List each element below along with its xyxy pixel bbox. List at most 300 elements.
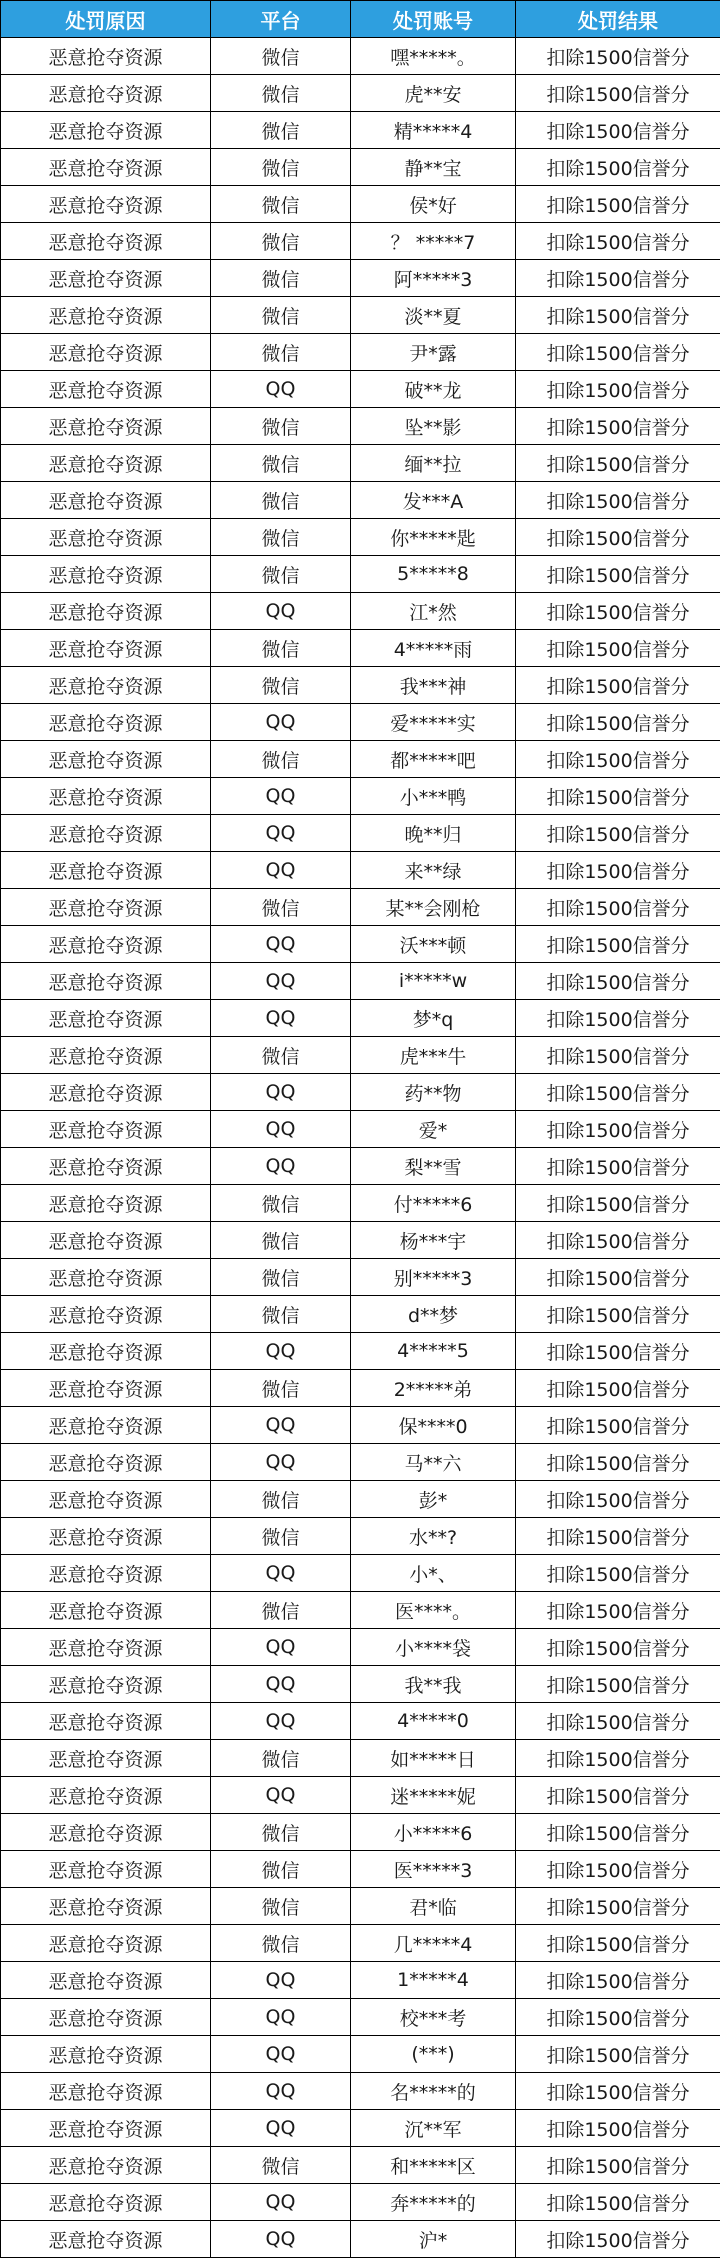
cell-account: 都*****吧 [351,741,516,778]
cell-platform: 微信 [211,149,351,186]
cell-platform: 微信 [211,889,351,926]
table-row [1,2036,720,2073]
cell-account: 虎**安 [351,75,516,112]
cell-result: 扣除1500信誉分 [516,1407,720,1444]
cell-reason: 恶意抢夺资源 [1,1074,211,1111]
header-result: 处罚结果 [516,1,720,38]
header-row [1,1,720,38]
cell-platform: 微信 [211,1740,351,1777]
cell-platform: 微信 [211,260,351,297]
cell-reason: 恶意抢夺资源 [1,2073,211,2110]
cell-account: ？ *****7 [351,223,516,260]
cell-result: 扣除1500信誉分 [516,1111,720,1148]
cell-result: 扣除1500信誉分 [516,482,720,519]
cell-result: 扣除1500信誉分 [516,926,720,963]
cell-account: 5*****8 [351,556,516,593]
cell-reason: 恶意抢夺资源 [1,1407,211,1444]
cell-reason: 恶意抢夺资源 [1,1333,211,1370]
cell-account: 我***神 [351,667,516,704]
cell-result: 扣除1500信誉分 [516,1000,720,1037]
cell-reason: 恶意抢夺资源 [1,778,211,815]
cell-account: 4*****雨 [351,630,516,667]
cell-reason: 恶意抢夺资源 [1,260,211,297]
cell-result: 扣除1500信誉分 [516,1962,720,1999]
cell-platform: QQ [211,1999,351,2036]
cell-platform: 微信 [211,630,351,667]
cell-reason: 恶意抢夺资源 [1,1777,211,1814]
cell-account: 迷*****妮 [351,1777,516,1814]
cell-reason: 恶意抢夺资源 [1,741,211,778]
cell-platform: 微信 [211,519,351,556]
cell-reason: 恶意抢夺资源 [1,2147,211,2184]
table-row [1,1703,720,1740]
cell-platform: QQ [211,2036,351,2073]
cell-platform: 微信 [211,1185,351,1222]
cell-reason: 恶意抢夺资源 [1,223,211,260]
cell-platform: 微信 [211,1370,351,1407]
cell-account: i*****w [351,963,516,1000]
cell-reason: 恶意抢夺资源 [1,38,211,75]
cell-reason: 恶意抢夺资源 [1,1925,211,1962]
table-row [1,2147,720,2184]
table-row [1,1777,720,1814]
cell-platform: 微信 [211,1592,351,1629]
cell-account: 君*临 [351,1888,516,1925]
table-row [1,2110,720,2147]
cell-result: 扣除1500信誉分 [516,149,720,186]
cell-reason: 恶意抢夺资源 [1,1518,211,1555]
cell-platform: QQ [211,1444,351,1481]
cell-result: 扣除1500信誉分 [516,519,720,556]
cell-account: d**梦 [351,1296,516,1333]
cell-result: 扣除1500信誉分 [516,704,720,741]
cell-result: 扣除1500信誉分 [516,1037,720,1074]
cell-platform: QQ [211,2110,351,2147]
cell-reason: 恶意抢夺资源 [1,704,211,741]
table-row [1,1407,720,1444]
table-row [1,1259,720,1296]
cell-reason: 恶意抢夺资源 [1,926,211,963]
cell-account: 侯*好 [351,186,516,223]
cell-reason: 恶意抢夺资源 [1,1814,211,1851]
cell-result: 扣除1500信誉分 [516,593,720,630]
cell-account: 缅**拉 [351,445,516,482]
cell-account: 精*****4 [351,112,516,149]
cell-platform: 微信 [211,1888,351,1925]
cell-reason: 恶意抢夺资源 [1,1888,211,1925]
cell-reason: 恶意抢夺资源 [1,1370,211,1407]
table-row [1,112,720,149]
cell-platform: QQ [211,1703,351,1740]
cell-account: 嘿*****。 [351,38,516,75]
table-row [1,1222,720,1259]
cell-account: 水**? [351,1518,516,1555]
cell-reason: 恶意抢夺资源 [1,112,211,149]
cell-result: 扣除1500信誉分 [516,1777,720,1814]
table-row [1,926,720,963]
cell-reason: 恶意抢夺资源 [1,1999,211,2036]
cell-result: 扣除1500信誉分 [516,445,720,482]
cell-account: 彭* [351,1481,516,1518]
cell-account: 和*****区 [351,2147,516,2184]
cell-platform: QQ [211,2073,351,2110]
cell-reason: 恶意抢夺资源 [1,482,211,519]
table-row [1,667,720,704]
cell-account: 破**龙 [351,371,516,408]
cell-account: 4*****5 [351,1333,516,1370]
cell-result: 扣除1500信誉分 [516,223,720,260]
cell-reason: 恶意抢夺资源 [1,2036,211,2073]
cell-account: 付*****6 [351,1185,516,1222]
table-row [1,1888,720,1925]
cell-platform: QQ [211,926,351,963]
cell-result: 扣除1500信誉分 [516,1703,720,1740]
cell-platform: 微信 [211,408,351,445]
table-row [1,1481,720,1518]
cell-platform: QQ [211,852,351,889]
cell-platform: 微信 [211,1037,351,1074]
cell-platform: 微信 [211,334,351,371]
cell-platform: QQ [211,1629,351,1666]
cell-platform: 微信 [211,667,351,704]
cell-reason: 恶意抢夺资源 [1,1962,211,1999]
cell-account: 小*****6 [351,1814,516,1851]
cell-platform: QQ [211,1555,351,1592]
cell-reason: 恶意抢夺资源 [1,1037,211,1074]
table-row [1,1444,720,1481]
table-row [1,519,720,556]
table-row [1,408,720,445]
cell-reason: 恶意抢夺资源 [1,1000,211,1037]
cell-result: 扣除1500信誉分 [516,1185,720,1222]
cell-platform: 微信 [211,1296,351,1333]
cell-account: 爱* [351,1111,516,1148]
cell-reason: 恶意抢夺资源 [1,1740,211,1777]
table-row [1,1296,720,1333]
table-row [1,593,720,630]
cell-platform: 微信 [211,741,351,778]
cell-account: 小***鸭 [351,778,516,815]
cell-reason: 恶意抢夺资源 [1,1555,211,1592]
cell-account: 你*****匙 [351,519,516,556]
cell-result: 扣除1500信誉分 [516,1296,720,1333]
table-row [1,741,720,778]
table-row [1,2184,720,2221]
cell-platform: QQ [211,2184,351,2221]
cell-reason: 恶意抢夺资源 [1,445,211,482]
cell-account: 马**六 [351,1444,516,1481]
table-row [1,371,720,408]
table-row [1,1740,720,1777]
cell-account: 沉**军 [351,2110,516,2147]
cell-reason: 恶意抢夺资源 [1,519,211,556]
table-row [1,1518,720,1555]
cell-platform: 微信 [211,297,351,334]
cell-result: 扣除1500信誉分 [516,667,720,704]
cell-account: 静**宝 [351,149,516,186]
cell-result: 扣除1500信誉分 [516,1999,720,2036]
cell-platform: QQ [211,371,351,408]
table-body [1,38,720,2258]
cell-account: 名*****的 [351,2073,516,2110]
cell-account: 尹*露 [351,334,516,371]
cell-account: 虎***牛 [351,1037,516,1074]
cell-platform: 微信 [211,75,351,112]
table-row [1,1074,720,1111]
table-row [1,1666,720,1703]
cell-result: 扣除1500信誉分 [516,1444,720,1481]
cell-result: 扣除1500信誉分 [516,2221,720,2258]
table-row [1,1370,720,1407]
cell-reason: 恶意抢夺资源 [1,186,211,223]
cell-platform: QQ [211,1333,351,1370]
cell-platform: QQ [211,704,351,741]
cell-result: 扣除1500信誉分 [516,1148,720,1185]
cell-reason: 恶意抢夺资源 [1,852,211,889]
cell-result: 扣除1500信誉分 [516,297,720,334]
cell-platform: QQ [211,1074,351,1111]
cell-account: 来**绿 [351,852,516,889]
cell-account: 沪* [351,2221,516,2258]
cell-reason: 恶意抢夺资源 [1,1111,211,1148]
cell-result: 扣除1500信誉分 [516,260,720,297]
table-row [1,1555,720,1592]
cell-account: 发***A [351,482,516,519]
cell-reason: 恶意抢夺资源 [1,1592,211,1629]
cell-reason: 恶意抢夺资源 [1,1222,211,1259]
cell-platform: 微信 [211,1814,351,1851]
cell-result: 扣除1500信誉分 [516,408,720,445]
cell-platform: QQ [211,593,351,630]
cell-result: 扣除1500信誉分 [516,38,720,75]
cell-platform: 微信 [211,186,351,223]
cell-platform: QQ [211,1962,351,1999]
cell-account: 江*然 [351,593,516,630]
table-row [1,38,720,75]
cell-platform: 微信 [211,445,351,482]
cell-account: 某**会刚枪 [351,889,516,926]
cell-platform: 微信 [211,223,351,260]
cell-platform: 微信 [211,1518,351,1555]
cell-platform: QQ [211,1000,351,1037]
cell-result: 扣除1500信誉分 [516,1925,720,1962]
cell-result: 扣除1500信誉分 [516,1555,720,1592]
cell-platform: 微信 [211,1222,351,1259]
cell-reason: 恶意抢夺资源 [1,1148,211,1185]
header-account: 处罚账号 [351,1,516,38]
cell-account: (***) [351,2036,516,2073]
cell-account: 1*****4 [351,1962,516,1999]
cell-platform: 微信 [211,1259,351,1296]
cell-reason: 恶意抢夺资源 [1,889,211,926]
header-platform: 平台 [211,1,351,38]
cell-reason: 恶意抢夺资源 [1,1481,211,1518]
cell-result: 扣除1500信誉分 [516,778,720,815]
table-row [1,852,720,889]
cell-account: 别*****3 [351,1259,516,1296]
table-row [1,2221,720,2258]
cell-result: 扣除1500信誉分 [516,852,720,889]
table-row [1,1185,720,1222]
cell-reason: 恶意抢夺资源 [1,149,211,186]
cell-result: 扣除1500信誉分 [516,1259,720,1296]
table-row [1,334,720,371]
table-row [1,2073,720,2110]
table-row [1,1962,720,1999]
cell-account: 药**物 [351,1074,516,1111]
cell-platform: QQ [211,815,351,852]
cell-reason: 恶意抢夺资源 [1,1444,211,1481]
table-row [1,1851,720,1888]
cell-platform: QQ [211,1407,351,1444]
table-row [1,963,720,1000]
cell-reason: 恶意抢夺资源 [1,556,211,593]
cell-result: 扣除1500信誉分 [516,75,720,112]
cell-reason: 恶意抢夺资源 [1,963,211,1000]
cell-platform: 微信 [211,2147,351,2184]
cell-reason: 恶意抢夺资源 [1,334,211,371]
cell-reason: 恶意抢夺资源 [1,1296,211,1333]
cell-result: 扣除1500信誉分 [516,2110,720,2147]
cell-reason: 恶意抢夺资源 [1,408,211,445]
cell-result: 扣除1500信誉分 [516,815,720,852]
cell-account: 淡**夏 [351,297,516,334]
cell-platform: 微信 [211,1925,351,1962]
cell-account: 沃***顿 [351,926,516,963]
cell-platform: QQ [211,1666,351,1703]
cell-platform: QQ [211,1111,351,1148]
cell-account: 保****0 [351,1407,516,1444]
cell-account: 晚**归 [351,815,516,852]
cell-result: 扣除1500信誉分 [516,889,720,926]
cell-result: 扣除1500信誉分 [516,630,720,667]
header-reason: 处罚原因 [1,1,211,38]
cell-account: 4*****0 [351,1703,516,1740]
table-row [1,778,720,815]
cell-result: 扣除1500信誉分 [516,963,720,1000]
cell-account: 医*****3 [351,1851,516,1888]
cell-result: 扣除1500信誉分 [516,2184,720,2221]
cell-platform: QQ [211,1777,351,1814]
cell-result: 扣除1500信誉分 [516,1629,720,1666]
cell-reason: 恶意抢夺资源 [1,815,211,852]
cell-result: 扣除1500信誉分 [516,112,720,149]
table-row [1,1000,720,1037]
cell-reason: 恶意抢夺资源 [1,1629,211,1666]
table-row [1,630,720,667]
cell-reason: 恶意抢夺资源 [1,667,211,704]
cell-reason: 恶意抢夺资源 [1,1185,211,1222]
cell-account: 坠**影 [351,408,516,445]
table-row [1,1629,720,1666]
cell-account: 2*****弟 [351,1370,516,1407]
cell-result: 扣除1500信誉分 [516,1222,720,1259]
cell-platform: 微信 [211,1481,351,1518]
cell-reason: 恶意抢夺资源 [1,1703,211,1740]
table-row [1,149,720,186]
table-row [1,815,720,852]
table-row [1,445,720,482]
cell-reason: 恶意抢夺资源 [1,2221,211,2258]
cell-result: 扣除1500信誉分 [516,1074,720,1111]
cell-reason: 恶意抢夺资源 [1,1851,211,1888]
cell-platform: QQ [211,1148,351,1185]
table-row [1,1111,720,1148]
table-row [1,1037,720,1074]
table-row [1,704,720,741]
cell-result: 扣除1500信誉分 [516,556,720,593]
cell-platform: 微信 [211,38,351,75]
table-row [1,1814,720,1851]
cell-result: 扣除1500信誉分 [516,2036,720,2073]
cell-account: 我**我 [351,1666,516,1703]
cell-platform: 微信 [211,556,351,593]
cell-account: 医****。 [351,1592,516,1629]
cell-result: 扣除1500信誉分 [516,1333,720,1370]
cell-result: 扣除1500信誉分 [516,1666,720,1703]
cell-result: 扣除1500信誉分 [516,1814,720,1851]
table-row [1,1999,720,2036]
cell-account: 小*、 [351,1555,516,1592]
table-row [1,75,720,112]
cell-result: 扣除1500信誉分 [516,2147,720,2184]
cell-result: 扣除1500信誉分 [516,1888,720,1925]
cell-reason: 恶意抢夺资源 [1,1666,211,1703]
cell-result: 扣除1500信誉分 [516,1851,720,1888]
cell-platform: 微信 [211,482,351,519]
cell-platform: QQ [211,778,351,815]
cell-account: 小****袋 [351,1629,516,1666]
cell-result: 扣除1500信誉分 [516,1740,720,1777]
table-row [1,1925,720,1962]
cell-account: 几*****4 [351,1925,516,1962]
cell-reason: 恶意抢夺资源 [1,2184,211,2221]
cell-result: 扣除1500信誉分 [516,1592,720,1629]
cell-platform: 微信 [211,112,351,149]
cell-result: 扣除1500信誉分 [516,186,720,223]
table-row [1,186,720,223]
cell-platform: 微信 [211,1851,351,1888]
cell-result: 扣除1500信誉分 [516,371,720,408]
cell-reason: 恶意抢夺资源 [1,75,211,112]
cell-account: 校***考 [351,1999,516,2036]
table-row [1,556,720,593]
cell-platform: QQ [211,963,351,1000]
cell-result: 扣除1500信誉分 [516,1481,720,1518]
cell-account: 杨***宇 [351,1222,516,1259]
table-row [1,260,720,297]
cell-result: 扣除1500信誉分 [516,334,720,371]
table-row [1,223,720,260]
cell-reason: 恶意抢夺资源 [1,2110,211,2147]
cell-account: 梦*q [351,1000,516,1037]
cell-result: 扣除1500信誉分 [516,1370,720,1407]
cell-result: 扣除1500信誉分 [516,1518,720,1555]
table-row [1,1148,720,1185]
table-row [1,1333,720,1370]
table-row [1,297,720,334]
table-row [1,1592,720,1629]
cell-account: 奔*****的 [351,2184,516,2221]
table-row [1,889,720,926]
cell-result: 扣除1500信誉分 [516,741,720,778]
cell-account: 如*****日 [351,1740,516,1777]
cell-reason: 恶意抢夺资源 [1,630,211,667]
cell-account: 阿*****3 [351,260,516,297]
cell-reason: 恶意抢夺资源 [1,1259,211,1296]
cell-result: 扣除1500信誉分 [516,2073,720,2110]
cell-account: 爱*****实 [351,704,516,741]
